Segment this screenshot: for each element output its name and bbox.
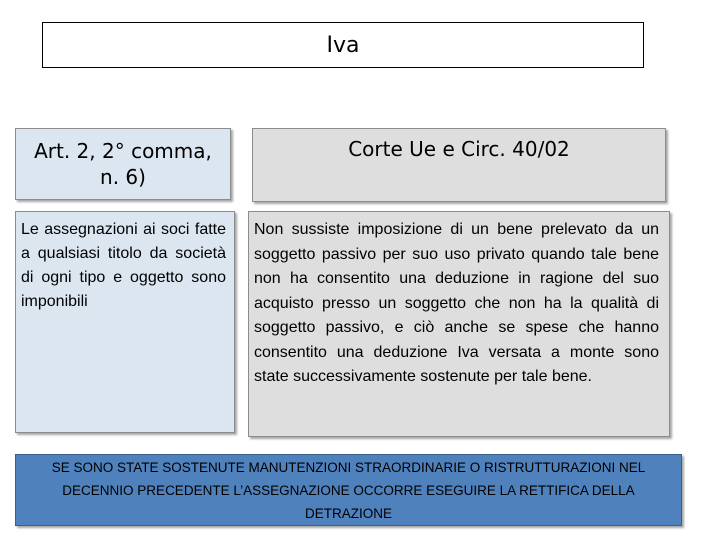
- left-body-box: [15, 211, 235, 433]
- page-title: Iva: [326, 32, 360, 58]
- right-header-text: Corte Ue e Circ. 40/02: [348, 137, 570, 161]
- footer-note-text: SE SONO STATE SOSTENUTE MANUTENZIONI STRAORDINARIE O RISTRUTTURAZIONI NEL DECENNIO PRECEDENTE L’ASSEGNAZIONE OCCORRE ESEGUIRE LA RETTIFICA DELLA DETRAZIONE: [51, 459, 646, 521]
- right-body-text: Non sussiste imposizione di un bene prelevato da un soggetto passivo per suo uso privato quando tale bene non ha consentito una deduzione in ragione del suo acquisto presso un soggetto che non ha la qualità di soggetto passivo, e ciò anche se spese che hanno consentito una deduzione Iva versata a monte sono state successivamente sostenute per tale bene.: [254, 221, 659, 385]
- left-header-box: [15, 128, 231, 200]
- title-box: [42, 22, 644, 68]
- right-header-box: [252, 128, 666, 202]
- footer-note-box: [15, 454, 682, 526]
- left-body-text: Le assegnazioni ai soci fatte a qualsiasi titolo da società di ogni tipo e oggetto sono imponibili: [21, 221, 226, 310]
- right-body-box: [248, 211, 670, 437]
- left-header-text: Art. 2, 2° comma, n. 6): [34, 139, 212, 189]
